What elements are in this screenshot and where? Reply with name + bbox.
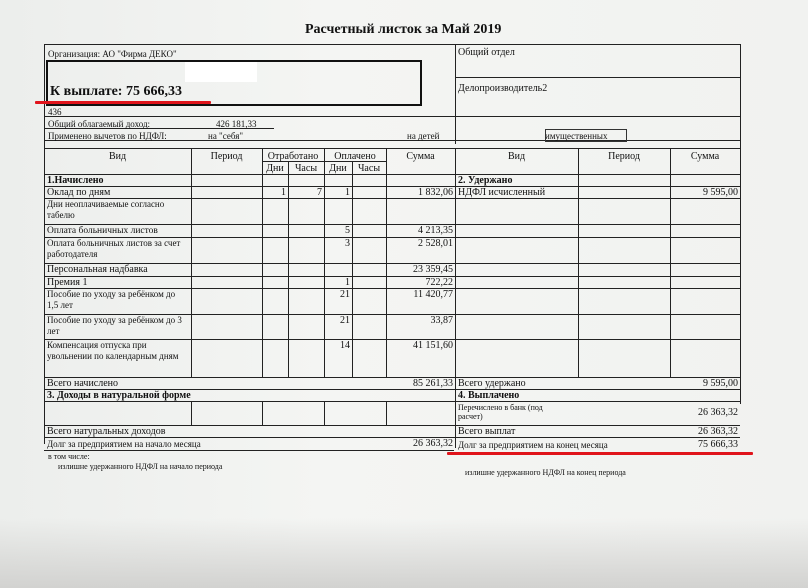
header-top-border — [44, 44, 740, 45]
header-right-divider — [455, 77, 740, 78]
debt-start-label: Долг за предприятием на начало месяца — [47, 439, 201, 449]
accrual-name: Компенсация отпуска при увольнении по календарным дням — [47, 340, 179, 361]
right-border — [740, 44, 741, 404]
deductions-property: имущественных — [545, 131, 608, 141]
redaction-block — [185, 62, 257, 82]
col-line — [578, 148, 579, 377]
accrual-paid-days: 21 — [340, 289, 350, 300]
col-header-worked: Отработано — [267, 151, 319, 162]
col-header-period-2: Период — [608, 151, 640, 162]
natural-income-total-label: Всего натуральных доходов — [47, 426, 166, 437]
accrual-paid-days: 14 — [340, 340, 350, 351]
header-divider — [455, 44, 456, 144]
taxable-income-label: Общий облагаемый доход: — [48, 119, 151, 129]
accrual-sum: 4 213,35 — [418, 225, 453, 236]
col-header-sum: Сумма — [406, 151, 435, 162]
col-line — [262, 148, 263, 377]
accrual-sum: 1 832,06 — [418, 187, 453, 198]
deductions-self: на "себя" — [208, 131, 244, 141]
accrual-worked-hours: 7 — [317, 187, 322, 198]
total-withheld: 9 595,00 — [703, 378, 738, 389]
accrual-paid-days: 1 — [345, 277, 350, 288]
total-withheld-label: Всего удержано — [458, 378, 526, 389]
accrual-sum: 722,22 — [425, 277, 453, 288]
col-line — [262, 401, 263, 425]
row-line — [44, 450, 454, 451]
accrual-name: Пособие по уходу за ребёнком до 1,5 лет — [47, 289, 176, 310]
col-line — [670, 148, 671, 377]
accrual-worked-days: 1 — [281, 187, 286, 198]
bank-transfer-value: 26 363,32 — [698, 407, 738, 418]
col-header-period: Период — [210, 151, 243, 162]
accrual-paid-days: 3 — [345, 238, 350, 249]
accrual-paid-days: 1 — [345, 187, 350, 198]
red-underline-payout — [35, 101, 211, 104]
col-header-paid: Оплачено — [334, 151, 376, 162]
section-paid: 4. Выплачено — [458, 390, 520, 401]
deduction-name: НДФЛ исчисленный — [458, 187, 546, 198]
table-top — [44, 148, 740, 149]
deductions-children: на детей — [407, 131, 440, 141]
taxable-income-value: 426 181,33 — [216, 119, 257, 129]
employee-number: 436 — [48, 107, 62, 117]
accrual-sum: 41 151,60 — [413, 340, 453, 351]
debt-end-label: Долг за предприятием на конец месяца — [458, 440, 608, 450]
accrual-name: Персональная надбавка — [47, 264, 148, 275]
col-line — [352, 162, 353, 377]
col-line — [324, 401, 325, 425]
accrual-name: Премия 1 — [47, 277, 88, 288]
accrual-name: Дни неоплачиваемые согласно табелю — [47, 199, 165, 220]
col-header-sum-2: Сумма — [690, 151, 720, 162]
col-header-hours: Часы — [357, 163, 381, 174]
accrual-name: Пособие по уходу за ребёнком до 3 лет — [47, 315, 182, 336]
section-natural-income: 3. Доходы в натуральной форме — [47, 390, 191, 401]
debt-end: 75 666,33 — [698, 439, 738, 450]
organization: Организация: АО "Фирма ДЕКО" — [48, 49, 177, 59]
position: Делопроизводитель2 — [458, 83, 548, 94]
section-accrued: 1.Начислено — [47, 175, 104, 186]
col-header-days: Дни — [329, 163, 347, 174]
accrual-sum: 23 359,45 — [413, 264, 453, 275]
deduction-sum: 9 595,00 — [703, 187, 738, 198]
bank-transfer-label: Перечислено в банк (под расчет) — [458, 403, 543, 421]
accrual-name: Оплата больничных листов — [47, 226, 158, 236]
deductions-label: Применено вычетов по НДФЛ: — [48, 131, 167, 141]
accrual-paid-days: 5 — [345, 225, 350, 236]
header-bottom — [44, 174, 740, 175]
col-header-hours: Часы — [294, 163, 318, 174]
col-line — [455, 148, 456, 448]
col-header-days: Дни — [266, 163, 284, 174]
total-paid-label: Всего выплат — [458, 426, 516, 437]
section-withheld: 2. Удержано — [458, 175, 513, 186]
col-line — [191, 148, 192, 377]
col-line — [386, 401, 387, 425]
page-title: Расчетный листок за Май 2019 — [305, 22, 502, 37]
col-line — [191, 401, 192, 425]
debt-start: 26 363,32 — [413, 438, 453, 449]
red-underline-debt — [447, 452, 753, 455]
left-border — [44, 44, 45, 444]
total-paid: 26 363,32 — [698, 426, 738, 437]
payout-amount: К выплате: 75 666,33 — [50, 84, 182, 99]
accrual-paid-days: 21 — [340, 315, 350, 326]
accrual-name: Оплата больничных листов за счет работодателя — [47, 238, 181, 259]
accrual-sum: 11 420,77 — [413, 289, 453, 300]
surplus-ndfl-end: излишне удержанного НДФЛ на конец периода — [465, 468, 626, 477]
total-accrued: 85 261,33 — [413, 378, 453, 389]
total-accrued-label: Всего начислено — [47, 378, 119, 389]
accrual-name: Оклад по дням — [47, 187, 111, 198]
property-box — [545, 129, 627, 142]
surplus-ndfl-start: излишне удержанного НДФЛ на начало периода — [58, 462, 223, 471]
col-header-vid: Вид — [108, 151, 127, 162]
including-label: в том числе: — [48, 452, 90, 461]
page-shadow — [0, 518, 808, 588]
accrual-sum: 2 528,01 — [418, 238, 453, 249]
department: Общий отдел — [458, 47, 515, 58]
col-header-vid-2: Вид — [507, 151, 526, 162]
accrual-sum: 33,87 — [430, 315, 453, 326]
info-row-line — [44, 116, 740, 117]
